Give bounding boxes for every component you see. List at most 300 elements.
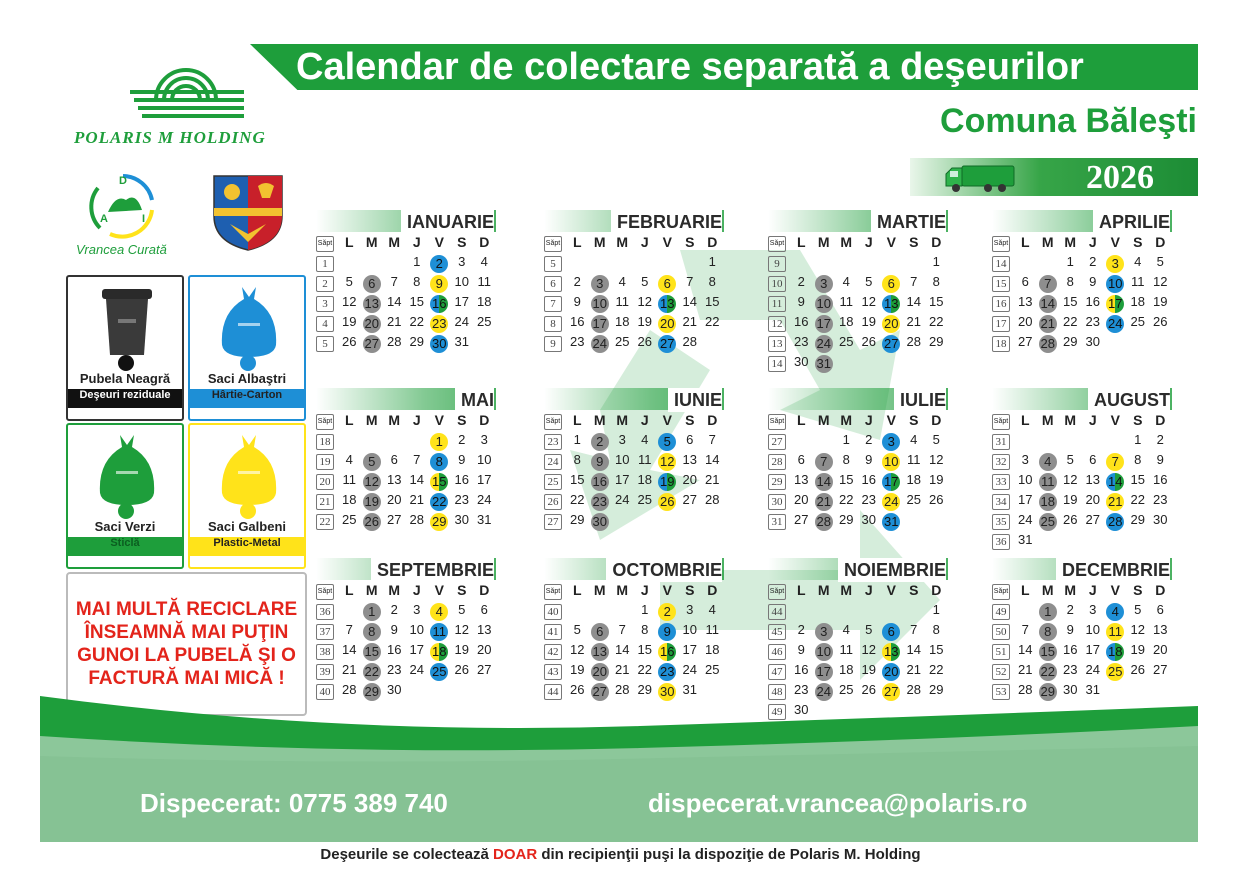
week-number: 27 <box>768 434 786 450</box>
day-cell: 19 <box>861 662 876 677</box>
collection-day-g: 22 <box>1040 664 1055 679</box>
day-cell: 19 <box>637 314 652 329</box>
collection-day-g: 29 <box>364 684 379 699</box>
day-cell: 26 <box>929 492 944 507</box>
day-cell: 11 <box>839 642 853 657</box>
month-name: DECEMBRIE <box>1056 558 1170 582</box>
day-cell <box>428 662 451 682</box>
day-cell <box>656 314 679 334</box>
week-number: 8 <box>544 316 562 332</box>
empty-day <box>880 254 903 274</box>
month-grid <box>544 412 724 532</box>
collection-day-b: 6 <box>882 623 900 641</box>
day-cell: 6 <box>1089 452 1097 467</box>
day-cell: 5 <box>573 622 581 637</box>
day-cell <box>589 642 612 662</box>
day-cell: 23 <box>570 334 585 349</box>
day-cell: 26 <box>637 334 652 349</box>
day-cell <box>428 622 451 642</box>
collection-day-g: 20 <box>364 316 379 331</box>
weekday-header: L <box>572 412 582 428</box>
bin-color-dot <box>118 355 134 371</box>
vrancea-curata-logo-icon <box>86 170 160 240</box>
weekday-header: D <box>479 234 490 250</box>
day-cell: 7 <box>413 452 421 467</box>
weekday-header: J <box>864 582 873 598</box>
collection-day-b: 28 <box>1108 514 1123 529</box>
day-cell: 12 <box>861 294 876 309</box>
day-cell <box>361 334 384 354</box>
day-cell: 19 <box>1130 642 1145 657</box>
day-cell <box>428 452 451 472</box>
day-cell: 30 <box>794 354 809 369</box>
day-cell: 23 <box>861 492 876 507</box>
empty-day <box>611 602 634 622</box>
weekday-header: M <box>593 582 606 598</box>
day-cell: 7 <box>708 432 716 447</box>
month-name: IUNIE <box>668 388 722 412</box>
month-septembrie <box>316 558 496 702</box>
collection-day-yg: 16 <box>660 644 675 659</box>
month-header <box>316 388 496 410</box>
collection-day-bg: 14 <box>1108 474 1123 489</box>
day-cell: 16 <box>454 472 469 487</box>
collection-day-y: 21 <box>1108 494 1123 509</box>
day-cell: 28 <box>705 492 720 507</box>
day-cell: 27 <box>682 492 697 507</box>
day-cell: 26 <box>1063 512 1078 527</box>
weekday-header: L <box>1020 234 1030 250</box>
day-cell: 11 <box>615 294 629 309</box>
month-ianuarie <box>316 210 496 354</box>
empty-day <box>925 512 948 532</box>
collection-day-y: 23 <box>432 316 447 331</box>
day-cell: 9 <box>865 452 873 467</box>
day-cell: 11 <box>1131 274 1145 289</box>
day-cell: 31 <box>477 512 492 527</box>
empty-day <box>1104 334 1127 354</box>
empty-day <box>361 432 384 452</box>
day-cell: 31 <box>1018 532 1033 547</box>
weekday-header: M <box>1064 412 1077 428</box>
week-number: 25 <box>544 474 562 490</box>
week-number: 36 <box>316 604 334 620</box>
collection-day-g: 30 <box>592 514 607 529</box>
month-iulie <box>768 388 948 532</box>
week-number: 19 <box>316 454 334 470</box>
collection-day-g: 24 <box>816 684 831 699</box>
week-number: 9 <box>544 336 562 352</box>
collection-day-g: 10 <box>592 296 607 311</box>
waste-bin-icon <box>92 283 162 365</box>
collection-day-b: 25 <box>432 664 447 679</box>
month-grid <box>316 234 496 354</box>
month-august <box>992 388 1172 552</box>
day-cell <box>880 274 903 294</box>
empty-day <box>925 354 948 374</box>
week-number: 44 <box>768 604 786 620</box>
day-cell: 30 <box>1085 334 1100 349</box>
collection-day-g: 31 <box>816 356 831 371</box>
day-cell <box>656 472 679 492</box>
day-cell: 28 <box>906 334 921 349</box>
day-cell: 21 <box>682 314 697 329</box>
empty-day <box>589 254 612 274</box>
day-cell <box>813 472 836 492</box>
day-cell: 3 <box>618 432 626 447</box>
day-cell: 4 <box>480 254 488 269</box>
collection-day-y: 30 <box>660 684 675 699</box>
day-cell: 6 <box>1021 274 1029 289</box>
week-number: 44 <box>544 684 562 700</box>
weekday-header: D <box>479 582 490 598</box>
month-iunie <box>544 388 724 532</box>
day-cell: 4 <box>842 622 850 637</box>
empty-day <box>383 432 406 452</box>
weekday-header: S <box>1133 412 1143 428</box>
collection-day-g: 11 <box>1039 473 1057 491</box>
collection-day-g: 2 <box>591 433 609 451</box>
collection-day-bg: 17 <box>884 474 899 489</box>
month-name: SEPTEMBRIE <box>371 558 494 582</box>
collection-day-y: 20 <box>884 316 899 331</box>
day-cell <box>1104 314 1127 334</box>
day-cell: 7 <box>910 622 918 637</box>
empty-day <box>1037 254 1060 274</box>
day-cell: 27 <box>1018 334 1033 349</box>
day-cell: 28 <box>615 682 630 697</box>
collection-day-g: 18 <box>1040 494 1055 509</box>
day-cell: 16 <box>1085 294 1100 309</box>
week-number: 13 <box>768 336 786 352</box>
empty-day <box>338 432 361 452</box>
day-cell <box>428 334 451 354</box>
day-cell: 18 <box>906 472 921 487</box>
month-name: IULIE <box>894 388 946 412</box>
collection-day-g: 13 <box>592 644 607 659</box>
day-cell: 18 <box>705 642 720 657</box>
day-cell: 7 <box>618 622 626 637</box>
day-cell <box>656 274 679 294</box>
day-cell: 5 <box>932 432 940 447</box>
collection-day-g: 24 <box>592 336 607 351</box>
week-number: 38 <box>316 644 334 660</box>
collection-day-g: 20 <box>592 664 607 679</box>
collection-day-g: 8 <box>363 623 381 641</box>
collection-day-g: 16 <box>592 474 607 489</box>
day-cell <box>1104 472 1127 492</box>
empty-day <box>656 254 679 274</box>
collection-day-g: 3 <box>815 275 833 293</box>
day-cell: 9 <box>458 452 466 467</box>
day-cell <box>589 274 612 294</box>
weekday-header: V <box>662 582 672 598</box>
day-cell <box>1037 512 1060 532</box>
day-cell: 29 <box>929 334 944 349</box>
collection-day-y: 7 <box>1106 453 1124 471</box>
day-cell: 13 <box>1085 472 1100 487</box>
day-cell: 9 <box>797 294 805 309</box>
collection-day-y: 25 <box>1108 664 1123 679</box>
weekday-header: M <box>1064 582 1077 598</box>
empty-day <box>406 432 429 452</box>
day-cell: 26 <box>570 682 585 697</box>
empty-day <box>835 254 858 274</box>
day-cell: 19 <box>1153 294 1168 309</box>
day-cell: 5 <box>458 602 466 617</box>
day-cell <box>589 622 612 642</box>
weekday-header: M <box>1041 234 1054 250</box>
day-cell: 10 <box>409 622 424 637</box>
collection-day-y: 10 <box>884 454 899 469</box>
day-cell: 22 <box>929 662 944 677</box>
empty-day <box>1082 432 1105 452</box>
svg-text:I: I <box>142 213 146 225</box>
day-cell: 13 <box>1018 294 1033 309</box>
month-name: APRILIE <box>1093 210 1170 234</box>
day-cell: 12 <box>342 294 357 309</box>
collection-day-b: 24 <box>1108 316 1123 331</box>
bin-name: Saci Verzi <box>94 519 156 534</box>
day-cell: 27 <box>1085 512 1100 527</box>
empty-day <box>1127 532 1150 552</box>
month-grid <box>992 234 1172 354</box>
collection-day-g: 27 <box>592 684 607 699</box>
week-number: 51 <box>992 644 1010 660</box>
collection-day-y: 29 <box>432 514 447 529</box>
day-cell: 28 <box>409 512 424 527</box>
week-number: 48 <box>768 684 786 700</box>
day-cell <box>656 294 679 314</box>
bin-color-dot <box>240 355 256 371</box>
calendar-area <box>316 210 1170 720</box>
collection-day-g: 19 <box>364 494 379 509</box>
collection-day-b: 3 <box>882 433 900 451</box>
collection-day-g: 17 <box>816 316 831 331</box>
month-grid <box>992 582 1172 702</box>
empty-day <box>383 254 406 274</box>
day-cell: 4 <box>345 452 353 467</box>
day-cell: 9 <box>1089 274 1097 289</box>
day-cell: 18 <box>615 314 630 329</box>
day-cell <box>361 314 384 334</box>
day-cell: 15 <box>839 472 854 487</box>
day-cell <box>880 334 903 354</box>
week-number: 17 <box>992 316 1010 332</box>
day-cell <box>1104 294 1127 314</box>
week-number: 26 <box>544 494 562 510</box>
day-cell: 23 <box>1153 492 1168 507</box>
day-cell: 10 <box>682 622 697 637</box>
day-cell: 14 <box>409 472 424 487</box>
week-column-header: Săpt <box>768 414 786 430</box>
week-number: 42 <box>544 644 562 660</box>
day-cell: 25 <box>637 492 652 507</box>
weekday-header: M <box>388 412 401 428</box>
weekday-header: S <box>909 582 919 598</box>
collection-day-y: 1 <box>430 433 448 451</box>
month-name: NOIEMBRIE <box>838 558 946 582</box>
empty-day <box>611 512 634 532</box>
collection-day-g: 5 <box>363 453 381 471</box>
weekday-header: S <box>1133 234 1143 250</box>
day-cell <box>656 662 679 682</box>
day-cell <box>880 452 903 472</box>
day-cell: 23 <box>387 662 402 677</box>
day-cell: 27 <box>477 662 492 677</box>
week-number: 2 <box>316 276 334 292</box>
day-cell <box>428 314 451 334</box>
empty-day <box>903 254 926 274</box>
day-cell: 16 <box>387 642 402 657</box>
collection-day-g: 10 <box>816 296 831 311</box>
day-cell: 1 <box>1134 432 1142 447</box>
empty-day <box>634 512 657 532</box>
collection-day-b: 20 <box>884 664 899 679</box>
weekday-header: L <box>572 582 582 598</box>
month-header <box>992 210 1172 232</box>
day-cell: 4 <box>1134 254 1142 269</box>
collection-day-g: 15 <box>364 644 379 659</box>
day-cell <box>1104 452 1127 472</box>
month-grid <box>768 412 948 532</box>
week-number: 33 <box>992 474 1010 490</box>
day-cell: 28 <box>342 682 357 697</box>
empty-day <box>1149 334 1172 354</box>
weekday-header: M <box>365 412 378 428</box>
weekday-header: M <box>593 412 606 428</box>
week-number: 5 <box>316 336 334 352</box>
day-cell: 31 <box>1085 682 1100 697</box>
week-column-header: Săpt <box>768 236 786 252</box>
month-aprilie <box>992 210 1172 354</box>
month-grid <box>316 582 496 702</box>
day-cell <box>1037 314 1060 334</box>
collection-day-bg: 13 <box>660 296 675 311</box>
weekday-header: M <box>1041 582 1054 598</box>
weekday-header: D <box>707 412 718 428</box>
day-cell: 12 <box>1153 274 1168 289</box>
empty-day <box>679 512 702 532</box>
month-name: AUGUST <box>1088 388 1170 412</box>
week-number: 41 <box>544 624 562 640</box>
empty-day <box>679 254 702 274</box>
day-cell: 3 <box>1021 452 1029 467</box>
empty-day <box>813 602 836 622</box>
weekday-header: S <box>457 234 467 250</box>
weekday-header: V <box>434 582 444 598</box>
empty-day <box>566 602 589 622</box>
day-cell: 2 <box>390 602 398 617</box>
weekday-header: S <box>457 412 467 428</box>
week-number: 30 <box>768 494 786 510</box>
empty-day <box>1104 432 1127 452</box>
week-number: 20 <box>316 474 334 490</box>
weekday-header: L <box>1020 412 1030 428</box>
week-number: 52 <box>992 664 1010 680</box>
week-number: 31 <box>768 514 786 530</box>
day-cell: 28 <box>906 682 921 697</box>
garbage-truck-icon <box>944 162 1018 194</box>
month-header <box>992 388 1172 410</box>
month-octombrie <box>544 558 724 702</box>
waste-bag-icon <box>214 283 284 365</box>
collection-day-g: 1 <box>363 603 381 621</box>
day-cell <box>813 512 836 532</box>
day-cell <box>813 354 836 374</box>
empty-day <box>903 512 926 532</box>
day-cell: 7 <box>686 274 694 289</box>
weekday-header: L <box>796 412 806 428</box>
day-cell: 18 <box>637 472 652 487</box>
day-cell: 13 <box>387 472 402 487</box>
day-cell <box>361 512 384 532</box>
day-cell: 19 <box>454 642 469 657</box>
day-cell <box>1037 334 1060 354</box>
collection-day-g: 29 <box>1040 684 1055 699</box>
day-cell: 29 <box>1130 512 1145 527</box>
empty-day <box>1082 532 1105 552</box>
collection-day-g: 7 <box>1039 275 1057 293</box>
empty-day <box>634 254 657 274</box>
collection-day-g: 28 <box>1040 336 1055 351</box>
collection-day-b: 5 <box>658 433 676 451</box>
day-cell: 5 <box>1156 254 1164 269</box>
weekday-header: V <box>434 412 444 428</box>
day-cell: 18 <box>1130 294 1145 309</box>
day-cell: 2 <box>797 622 805 637</box>
day-cell <box>361 452 384 472</box>
weekday-header: J <box>640 582 649 598</box>
day-cell: 25 <box>342 512 357 527</box>
day-cell: 17 <box>477 472 492 487</box>
empty-day <box>880 602 903 622</box>
day-cell: 15 <box>637 642 652 657</box>
day-cell: 4 <box>618 274 626 289</box>
day-cell: 23 <box>794 334 809 349</box>
empty-day <box>656 512 679 532</box>
day-cell <box>361 472 384 492</box>
weekday-header: J <box>640 234 649 250</box>
week-number: 29 <box>768 474 786 490</box>
day-cell <box>428 432 451 452</box>
weekday-header: V <box>662 234 672 250</box>
day-cell: 8 <box>1134 452 1142 467</box>
weekday-header: D <box>1155 412 1166 428</box>
weekday-header: M <box>840 582 853 598</box>
weekday-header: M <box>817 234 830 250</box>
weekday-header: V <box>886 582 896 598</box>
collection-day-g: 14 <box>816 474 831 489</box>
day-cell: 10 <box>477 452 492 467</box>
weekday-header: D <box>931 234 942 250</box>
day-cell <box>880 472 903 492</box>
week-number: 9 <box>768 256 786 272</box>
day-cell <box>880 314 903 334</box>
day-cell: 3 <box>413 602 421 617</box>
day-cell <box>813 662 836 682</box>
weekday-header: M <box>616 234 629 250</box>
collection-day-g: 21 <box>1040 316 1055 331</box>
day-cell <box>1104 254 1127 274</box>
week-number: 5 <box>544 256 562 272</box>
polaris-logo-icon <box>126 50 248 120</box>
day-cell: 20 <box>682 472 697 487</box>
collection-day-g: 13 <box>364 296 379 311</box>
day-cell: 5 <box>1134 602 1142 617</box>
day-cell: 9 <box>1066 622 1074 637</box>
weekday-header: M <box>365 582 378 598</box>
